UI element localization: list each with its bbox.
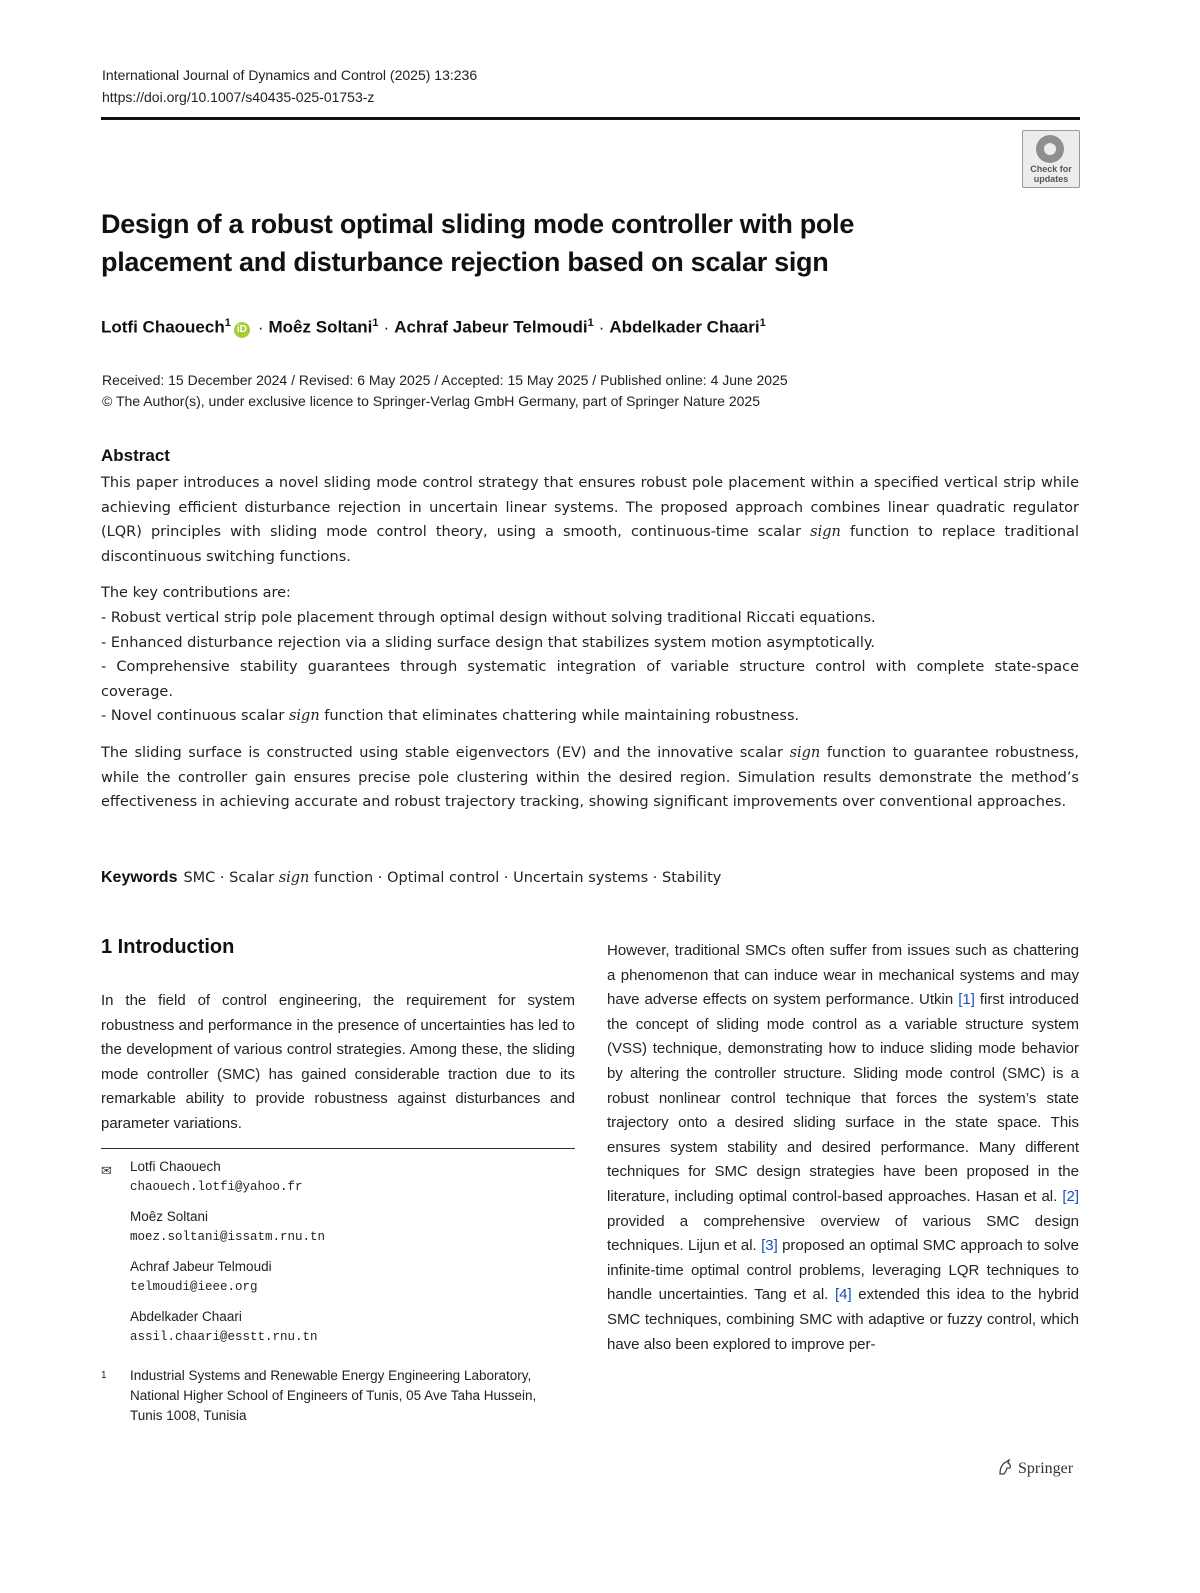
author-name[interactable]: Moêz Soltani — [268, 317, 373, 337]
author-name[interactable]: Achraf Jabeur Telmoudi — [394, 317, 588, 337]
contact-entry — [130, 1257, 272, 1297]
keyword: Scalar sign function — [229, 870, 374, 886]
keywords-line: Keywords SMC · Scalar sign function · Optimal control · Uncertain systems · Stability — [101, 869, 722, 886]
keyword: Uncertain systems — [513, 870, 649, 886]
abstract-paragraph: This paper introduces a novel sliding mode control strategy that ensures robust pole placement within a specified vertical strip while achieving efficient disturbance rejection in uncertain linear systems. The proposed approach combines linear quadratic regulator (LQR) principles with sliding mode control theory, using a smooth, continuous-time scalar sign function to replace traditional discontinuous switching functions. — [101, 475, 1080, 565]
intro-right-column — [607, 939, 1079, 1357]
keyword: Stability — [662, 870, 722, 886]
author-name[interactable]: Lotfi Chaouech — [101, 317, 225, 337]
abstract-body — [101, 471, 1079, 815]
journal-header — [102, 64, 477, 108]
affiliation-number: 1 — [101, 1370, 107, 1381]
section-heading: 1 Introduction — [101, 936, 235, 958]
abstract-heading: Abstract — [101, 446, 170, 465]
keyword: SMC — [183, 870, 216, 886]
contribution-item: - Comprehensive stability guarantees through systematic integration of variable structure control with complete state-space coverage. — [101, 659, 1079, 700]
contribution-item: - Enhanced disturbance rejection via a sliding surface design that stabilizes system motion asymptotically. — [101, 634, 876, 651]
contact-name: Moêz Soltani — [130, 1209, 209, 1224]
keywords-label: Keywords — [101, 869, 178, 886]
publisher-name: Springer — [1018, 1460, 1074, 1477]
update-icon — [1036, 135, 1064, 163]
history-dates: Received: 15 December 2024 / Revised: 6 May 2025 / Accepted: 15 May 2025 / Published online: 4 June 2025 — [102, 372, 788, 388]
orcid-icon[interactable]: iD — [234, 322, 250, 338]
abstract-paragraph: The sliding surface is constructed using stable eigenvectors (EV) and the innovative scalar sign function to guarantee robustness, while the controller gain ensures precise pole clustering within the desired region. Simulation results demonstrate the method’s effectiveness in achieving accurate and robust trajectory tracking, showing significant improvements over conventional approaches. — [101, 744, 1080, 811]
contact-entry — [130, 1307, 318, 1347]
citation-link[interactable]: [3] — [761, 1237, 778, 1255]
contact-email[interactable]: assil.chaari@esstt.rnu.tn — [130, 1330, 318, 1344]
intro-left-column — [101, 989, 575, 1137]
footnote-rule — [101, 1148, 575, 1149]
intro-paragraph: In the field of control engineering, the requirement for system robustness and performance in the presence of uncertainties has led to the development of various control strategies. Among these, the sliding mode controller (SMC) has gained considerable traction due to its remarkable ability to provide robustness against disturbances and parameter variations. — [101, 992, 575, 1132]
springer-horse-icon — [996, 1458, 1014, 1476]
header-rule — [101, 117, 1080, 120]
contact-entry — [130, 1157, 303, 1197]
contact-entry — [130, 1207, 325, 1247]
article-title: Design of a robust optimal sliding mode controller with pole placement and disturbance rejection based on scalar sign — [101, 209, 855, 277]
copyright-line: © The Author(s), under exclusive licence to Springer-Verlag GmbH Germany, part of Springer Nature 2025 — [102, 393, 760, 409]
article-history — [102, 370, 788, 412]
intro-paragraph: However, traditional SMCs often suffer from issues such as chattering a phenomenon that can induce wear in mechanical systems and may have adverse effects on system performance. Utkin [1] first introduced the concept of sliding mode control as a variable structure system (VSS) technique, demonstrating how to induce sliding mode behavior by altering the controller structure. Sliding mode control (SMC) is a robust nonlinear control technique that forces the system’s state trajectory onto a desired sliding surface in the state space. This ensures system stability and desired performance. Many different techniques for SMC design strategies have been proposed in the literature, including optimal control-based approaches. Hasan et al. [2] provided a comprehensive overview of various SMC design techniques. Lijun et al. [3] proposed an optimal SMC approach to solve infinite-time optimal control problems, leveraging LQR techniques to handle uncertainties. Tang et al. [4] extended this idea to the hybrid SMC techniques, combining SMC with adaptive or fuzzy control, which have also been explored to improve per- — [607, 942, 1080, 1353]
contact-email[interactable]: moez.soltani@issatm.rnu.tn — [130, 1230, 326, 1244]
author-name[interactable]: Abdelkader Chaari — [609, 317, 760, 337]
contribution-item: - Robust vertical strip pole placement through optimal design without solving traditional Riccati equations. — [101, 609, 876, 626]
contributions-intro: The key contributions are: — [101, 585, 291, 602]
journal-citation: International Journal of Dynamics and Control (2025) 13:236 — [102, 67, 478, 83]
citation-link[interactable]: [2] — [1062, 1187, 1080, 1205]
envelope-icon: ✉ — [101, 1163, 112, 1178]
contact-email[interactable]: telmoudi@ieee.org — [130, 1280, 258, 1294]
contact-email[interactable]: chaouech.lotfi@yahoo.fr — [130, 1180, 303, 1194]
doi-link[interactable]: https://doi.org/10.1007/s40435-025-01753-z — [102, 89, 375, 105]
contribution-item: - Novel continuous scalar sign function that eliminates chattering while maintaining robustness. — [101, 708, 800, 725]
keyword: Optimal control — [387, 870, 500, 886]
contact-name: Achraf Jabeur Telmoudi — [130, 1259, 272, 1274]
affiliation-text: Industrial Systems and Renewable Energy Engineering Laboratory, National Higher School of Engineers of Tunis, 05 Ave Taha Hussein, Tunis 1008, Tunisia — [130, 1368, 537, 1423]
publisher-logo — [996, 1458, 1073, 1478]
citation-link[interactable]: [1] — [958, 991, 975, 1009]
citation-link[interactable]: [4] — [834, 1286, 852, 1304]
check-for-updates-badge[interactable]: Check for updates — [1022, 130, 1080, 188]
contact-name: Abdelkader Chaari — [130, 1309, 242, 1324]
author-list: Lotfi Chaouech$^1$iD · Moêz Soltani$^1$ · Achraf Jabeur Telmoudi$^1$ · Abdelkader Chaari$^1$ — [101, 317, 766, 337]
contact-name: Lotfi Chaouech — [130, 1159, 221, 1174]
